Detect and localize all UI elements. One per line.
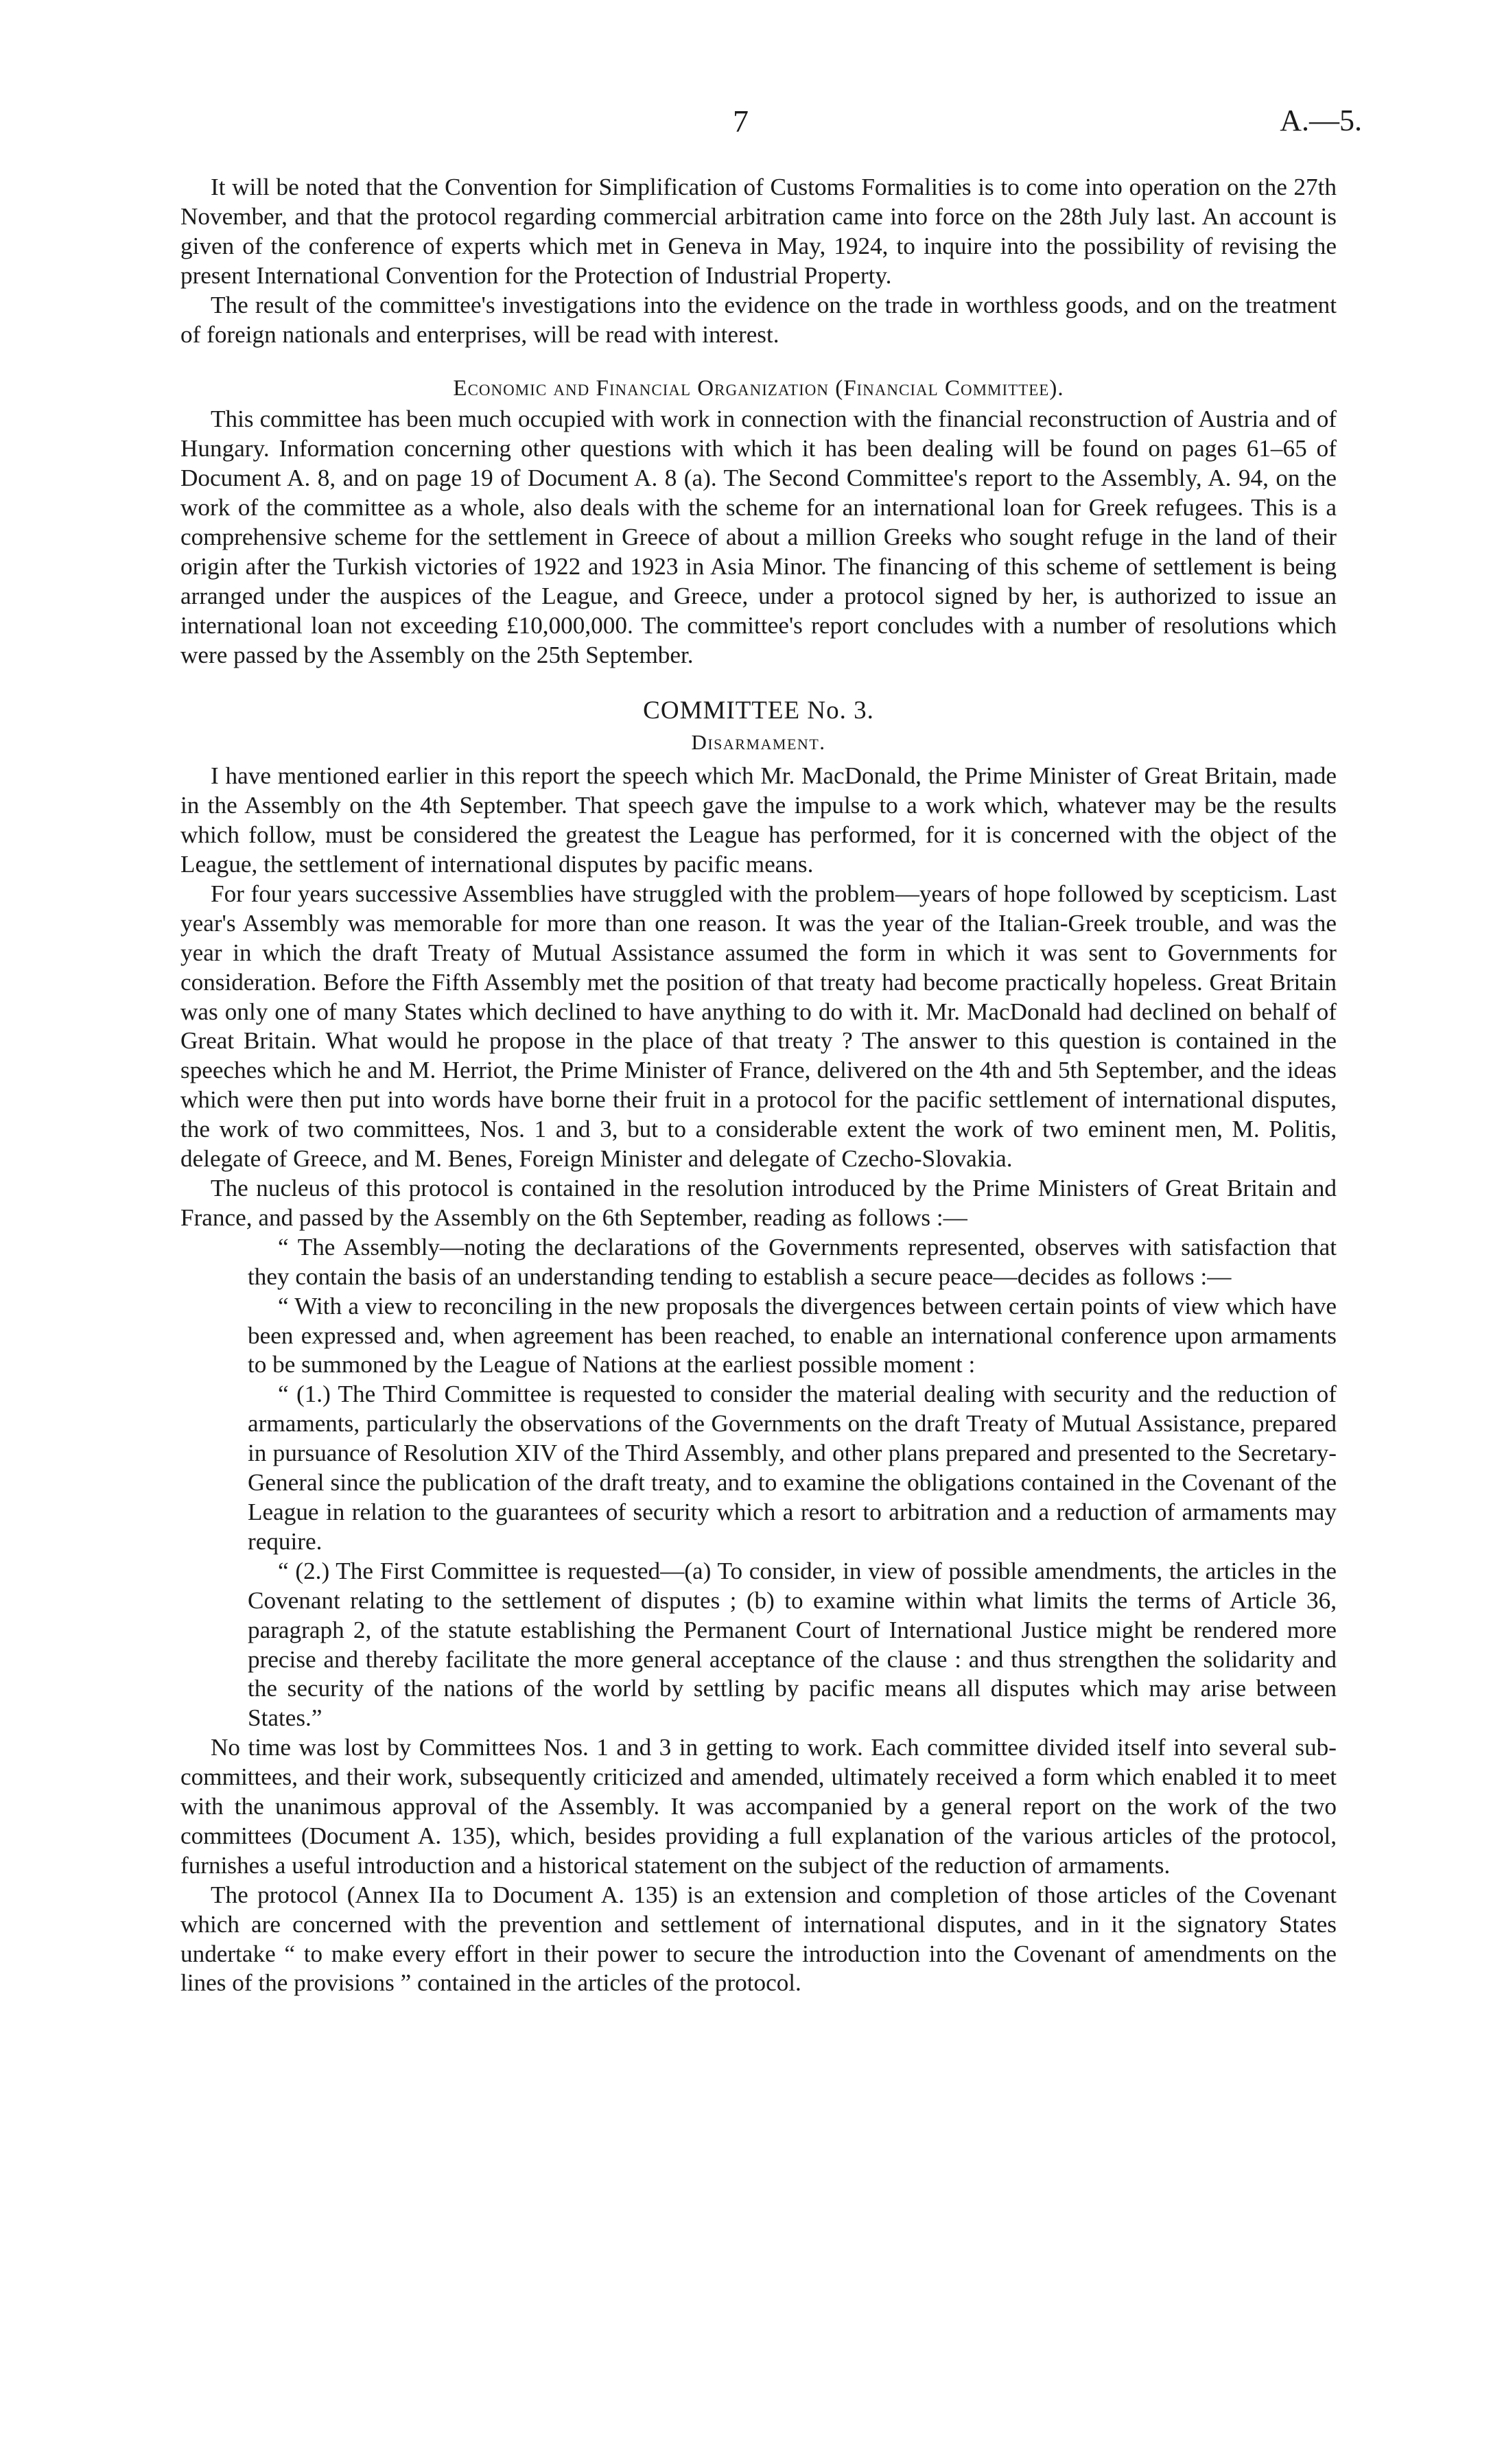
- quote-paragraph-4: “ (2.) The First Committee is requested—(a) To consider, in view of possible amendments, the articles in the Covenant relating to the settlement of disputes ; (b) to examine within what limits the terms of Article 36, paragraph 2, of the statute establishing the Permanent Court of International Justice might be rendered more precise and thereby facilitate the more general acceptance of the clause : and thus strengthen the solidarity and the security of the nations of the world by settling by pacific means all disputes which may arise between States.”: [248, 1557, 1337, 1732]
- disarmament-heading: Disarmament.: [691, 730, 826, 755]
- economic-section-heading: Economic and Financial Organization (Financial Committee).: [453, 376, 1064, 401]
- disarmament-paragraph-4: No time was lost by Committees Nos. 1 and 3 in getting to work. Each committee divided itself into several sub-committees, and their work, subsequently criticized and amended, ultimately received a form which enabled it to meet with the unanimous approval of the Assembly. It was accompanied by a general report on the work of the two committees (Document A. 135), which, besides providing a full explanation of the various articles of the protocol, furnishes a useful introduction and a historical statement on the subject of the reduction of armaments.: [180, 1734, 1337, 1879]
- quote-paragraph-1: “ The Assembly—noting the declarations of the Governments represented, observes with satisfaction that they contain the basis of an understanding tending to establish a secure peace—decides as follows :—: [248, 1233, 1337, 1290]
- disarmament-paragraph-5: The protocol (Annex IIa to Document A. 135) is an extension and completion of those articles of the Covenant which are concerned with the prevention and settlement of international disputes, and in it the signatory States undertake “ to make every effort in their power to secure the introduction into the Covenant of amendments on the lines of the provisions ” contained in the articles of the protocol.: [180, 1881, 1337, 1997]
- disarmament-paragraph-3: The nucleus of this protocol is contained in the resolution introduced by the Prime Ministers of Great Britain and France, and passed by the Assembly on the 6th September, reading as follows :—: [180, 1175, 1337, 1231]
- intro-paragraph-1: It will be noted that the Convention for Simplification of Customs Formalities is to come into operation on the 27th November, and that the protocol regarding commercial arbitration came into force on the 28th July last. An account is given of the conference of experts which met in Geneva in May, 1924, to inquire into the possibility of revising the present International Convention for the Protection of Industrial Property.: [180, 174, 1337, 289]
- intro-paragraph-2: The result of the committee's investigations into the evidence on the trade in worthless goods, and on the treatment of foreign nationals and enterprises, will be read with interest.: [180, 291, 1337, 348]
- quote-paragraph-2: “ With a view to reconciling in the new proposals the divergences between certain points of view which have been expressed and, when agreement has been reached, to enable an international conference upon armaments to be summoned by the League of Nations at the earliest possible moment :: [248, 1292, 1337, 1378]
- resolution-quote: [248, 1233, 1337, 1733]
- page-body: [180, 173, 1337, 1998]
- page-header: [0, 103, 1491, 144]
- economic-paragraph: This committee has been much occupied with work in connection with the financial reconstruction of Austria and of Hungary. Information concerning other questions with which it has been dealing will be found on pages 61–65 of Document A. 8, and on page 19 of Document A. 8 (a). The Second Committee's report to the Assembly, A. 94, on the work of the committee as a whole, also deals with the scheme for an international loan for Greek refugees. This is a comprehensive scheme for the settlement in Greece of about a million Greeks who sought refuge in the land of their origin after the Turkish victories of 1922 and 1923 in Asia Minor. The financing of this scheme of settlement is being arranged under the auspices of the League, and Greece, under a protocol signed by her, is authorized to issue an international loan not exceeding £10,000,000. The committee's report concludes with a number of resolutions which were passed by the Assembly on the 25th September.: [180, 406, 1337, 668]
- disarmament-paragraph-1: I have mentioned earlier in this report the speech which Mr. MacDonald, the Prime Minister of Great Britain, made in the Assembly on the 4th September. That speech gave the impulse to a work which, whatever may be the results which follow, must be considered the greatest the League has performed, for it is concerned with the object of the League, the settlement of international disputes by pacific means.: [180, 762, 1337, 878]
- page-number: 7: [733, 104, 749, 139]
- document-reference: A.—5.: [1280, 104, 1362, 137]
- disarmament-paragraph-2: For four years successive Assemblies have struggled with the problem—years of hope followed by scepticism. Last year's Assembly was memorable for more than one reason. It was the year of the Italian-Greek trouble, and was the year in which the draft Treaty of Mutual Assistance assumed the form in which it was sent to Governments for consideration. Before the Fifth Assembly met the position of that treaty had become practically hopeless. Great Britain was only one of many States which declined to have anything to do with it. Mr. MacDonald had declined on behalf of Great Britain. What would he propose in the place of that treaty ? The answer to this question is contained in the speeches which he and M. Herriot, the Prime Minister of France, delivered on the 4th and 5th September, and the ideas which were then put into words have borne their fruit in a protocol for the pacific settlement of international disputes, the work of two committees, Nos. 1 and 3, but to a considerable extent the work of two eminent men, M. Politis, delegate of Greece, and M. Benes, Foreign Minister and delegate of Czecho-Slovakia.: [180, 880, 1337, 1173]
- quote-paragraph-3: “ (1.) The Third Committee is requested to consider the material dealing with security and the reduction of armaments, particularly the observations of the Governments on the draft Treaty of Mutual Assistance, prepared in pursuance of Resolution XIV of the Third Assembly, and other plans prepared and presented to the Secretary-General since the publication of the draft treaty, and to examine the obligations contained in the Covenant of the League in relation to the guarantees of security which a resort to arbitration and a reduction of armaments may require.: [248, 1381, 1337, 1555]
- committee-title: COMMITTEE No. 3.: [643, 696, 874, 725]
